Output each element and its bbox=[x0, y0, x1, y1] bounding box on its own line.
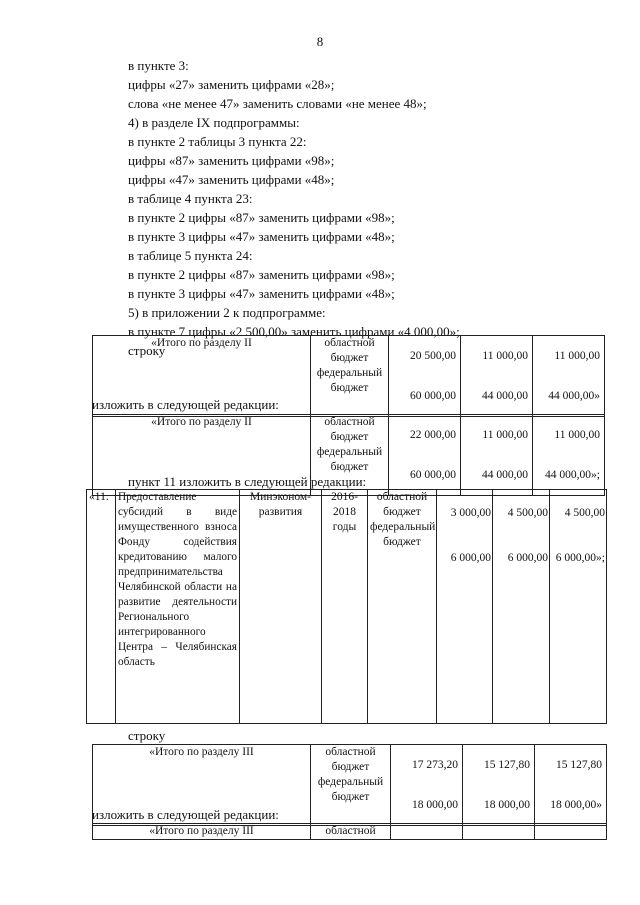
value-federal: 60 000,00 bbox=[410, 468, 456, 481]
value-cell bbox=[535, 745, 607, 826]
value-regional: 11 000,00 bbox=[554, 349, 600, 362]
budget-regional: областной бюджет bbox=[324, 416, 375, 443]
item-period: 2016-2018 годы bbox=[322, 490, 368, 724]
value-cell bbox=[437, 490, 493, 724]
value-regional: 17 273,20 bbox=[412, 758, 458, 771]
text-line: слова «не менее 47» заменить словами «не менее 48»; bbox=[128, 96, 427, 111]
text-line: в таблице 4 пункта 23: bbox=[128, 191, 253, 206]
text-line: в пункте 2 цифры «87» заменить цифрами «98»; bbox=[128, 267, 395, 282]
budget-cell bbox=[311, 336, 389, 417]
value-cell bbox=[535, 824, 607, 840]
text-line: в таблице 5 пункта 24: bbox=[128, 248, 253, 263]
value-regional: 11 000,00 bbox=[482, 428, 528, 441]
value-cell bbox=[461, 336, 533, 417]
value-federal: 6 000,00»; bbox=[555, 552, 605, 564]
text-line: в пункте 3: bbox=[128, 58, 189, 73]
text-line: цифры «47» заменить цифрами «48»; bbox=[128, 172, 335, 187]
budget-regional: областной бюджет bbox=[325, 746, 376, 773]
caption-point-11: пункт 11 изложить в следующей редакции: bbox=[128, 474, 367, 489]
caption-row: строку bbox=[128, 728, 166, 743]
budget-regional: областной bbox=[311, 824, 391, 840]
value-cell bbox=[493, 490, 550, 724]
value-cell bbox=[463, 745, 535, 826]
text-line: в пункте 2 цифры «87» заменить цифрами «98»; bbox=[128, 210, 395, 225]
table-new-total-section-3 bbox=[92, 823, 607, 840]
value-regional: 11 000,00 bbox=[554, 428, 600, 441]
value-regional: 20 500,00 bbox=[410, 349, 456, 362]
row-label: «Итого по разделу II bbox=[93, 415, 311, 496]
value-federal: 6 000,00 bbox=[450, 552, 491, 564]
page-number: 8 bbox=[316, 34, 324, 49]
budget-federal: федеральный бюджет bbox=[316, 367, 383, 394]
value-federal: 44 000,00 bbox=[482, 468, 528, 481]
caption-new-edition: изложить в следующей редакции: bbox=[92, 397, 279, 412]
value-federal: 18 000,00» bbox=[550, 798, 602, 811]
value-regional: 15 127,80 bbox=[556, 758, 602, 771]
value-regional: 4 500,00 bbox=[564, 507, 605, 519]
text-line: строку bbox=[128, 343, 166, 358]
value-cell bbox=[389, 336, 461, 417]
value-cell bbox=[533, 336, 605, 417]
budget-federal: федеральный бюджет bbox=[370, 521, 436, 548]
table-point-11 bbox=[86, 489, 607, 724]
row-label: «Итого по разделу III bbox=[93, 745, 311, 826]
text-line: в пункте 3 цифры «47» заменить цифрами «48»; bbox=[128, 229, 395, 244]
text-line: 4) в разделе IX подпрограммы: bbox=[128, 115, 300, 130]
budget-cell bbox=[368, 490, 437, 724]
budget-federal: федеральный бюджет bbox=[317, 776, 384, 803]
item-description: Предоставление субсидий в виде имущественного взноса Фонду содействия кредитованию малого предпринимательства Челябинской области на развитие деятельности Регионального интегрированного Центра – Челябинская область bbox=[116, 490, 240, 724]
budget-cell bbox=[311, 745, 391, 826]
value-federal: 18 000,00 bbox=[412, 798, 458, 811]
value-regional: 4 500,00 bbox=[507, 507, 548, 519]
value-cell bbox=[391, 745, 463, 826]
text-line: 5) в приложении 2 к подпрограмме: bbox=[128, 305, 326, 320]
value-regional: 15 127,80 bbox=[484, 758, 530, 771]
value-federal: 60 000,00 bbox=[410, 389, 456, 402]
text-line: в пункте 7 цифры «2 500,00» заменить цифрами «4 000,00»; bbox=[128, 324, 460, 339]
item-executor: Минэконом-развития bbox=[240, 490, 322, 724]
value-federal: 6 000,00 bbox=[507, 552, 548, 564]
value-cell bbox=[461, 415, 533, 496]
row-label: «Итого по разделу II bbox=[93, 336, 311, 417]
text-line: цифры «87» заменить цифрами «98»; bbox=[128, 153, 335, 168]
value-cell bbox=[533, 415, 605, 496]
value-federal: 44 000,00» bbox=[548, 389, 600, 402]
value-regional: 22 000,00 bbox=[410, 428, 456, 441]
value-cell bbox=[550, 490, 607, 724]
item-number: «11. bbox=[87, 490, 116, 724]
value-regional: 3 000,00 bbox=[450, 507, 491, 519]
text-line: в пункте 3 цифры «47» заменить цифрами «48»; bbox=[128, 286, 395, 301]
value-cell bbox=[391, 824, 463, 840]
budget-regional: областной бюджет bbox=[324, 337, 375, 364]
row-label: «Итого по разделу III bbox=[93, 824, 311, 840]
value-regional: 11 000,00 bbox=[482, 349, 528, 362]
value-cell bbox=[389, 415, 461, 496]
value-federal: 44 000,00»; bbox=[545, 468, 600, 481]
value-cell bbox=[463, 824, 535, 840]
text-line: в пункте 2 таблицы 3 пункта 22: bbox=[128, 134, 307, 149]
value-federal: 18 000,00 bbox=[484, 798, 530, 811]
budget-federal: федеральный бюджет bbox=[316, 446, 383, 473]
budget-regional: областной бюджет bbox=[376, 491, 428, 518]
value-federal: 44 000,00 bbox=[482, 389, 528, 402]
text-line: цифры «27» заменить цифрами «28»; bbox=[128, 77, 335, 92]
caption-new-edition-2: изложить в следующей редакции: bbox=[92, 807, 279, 822]
